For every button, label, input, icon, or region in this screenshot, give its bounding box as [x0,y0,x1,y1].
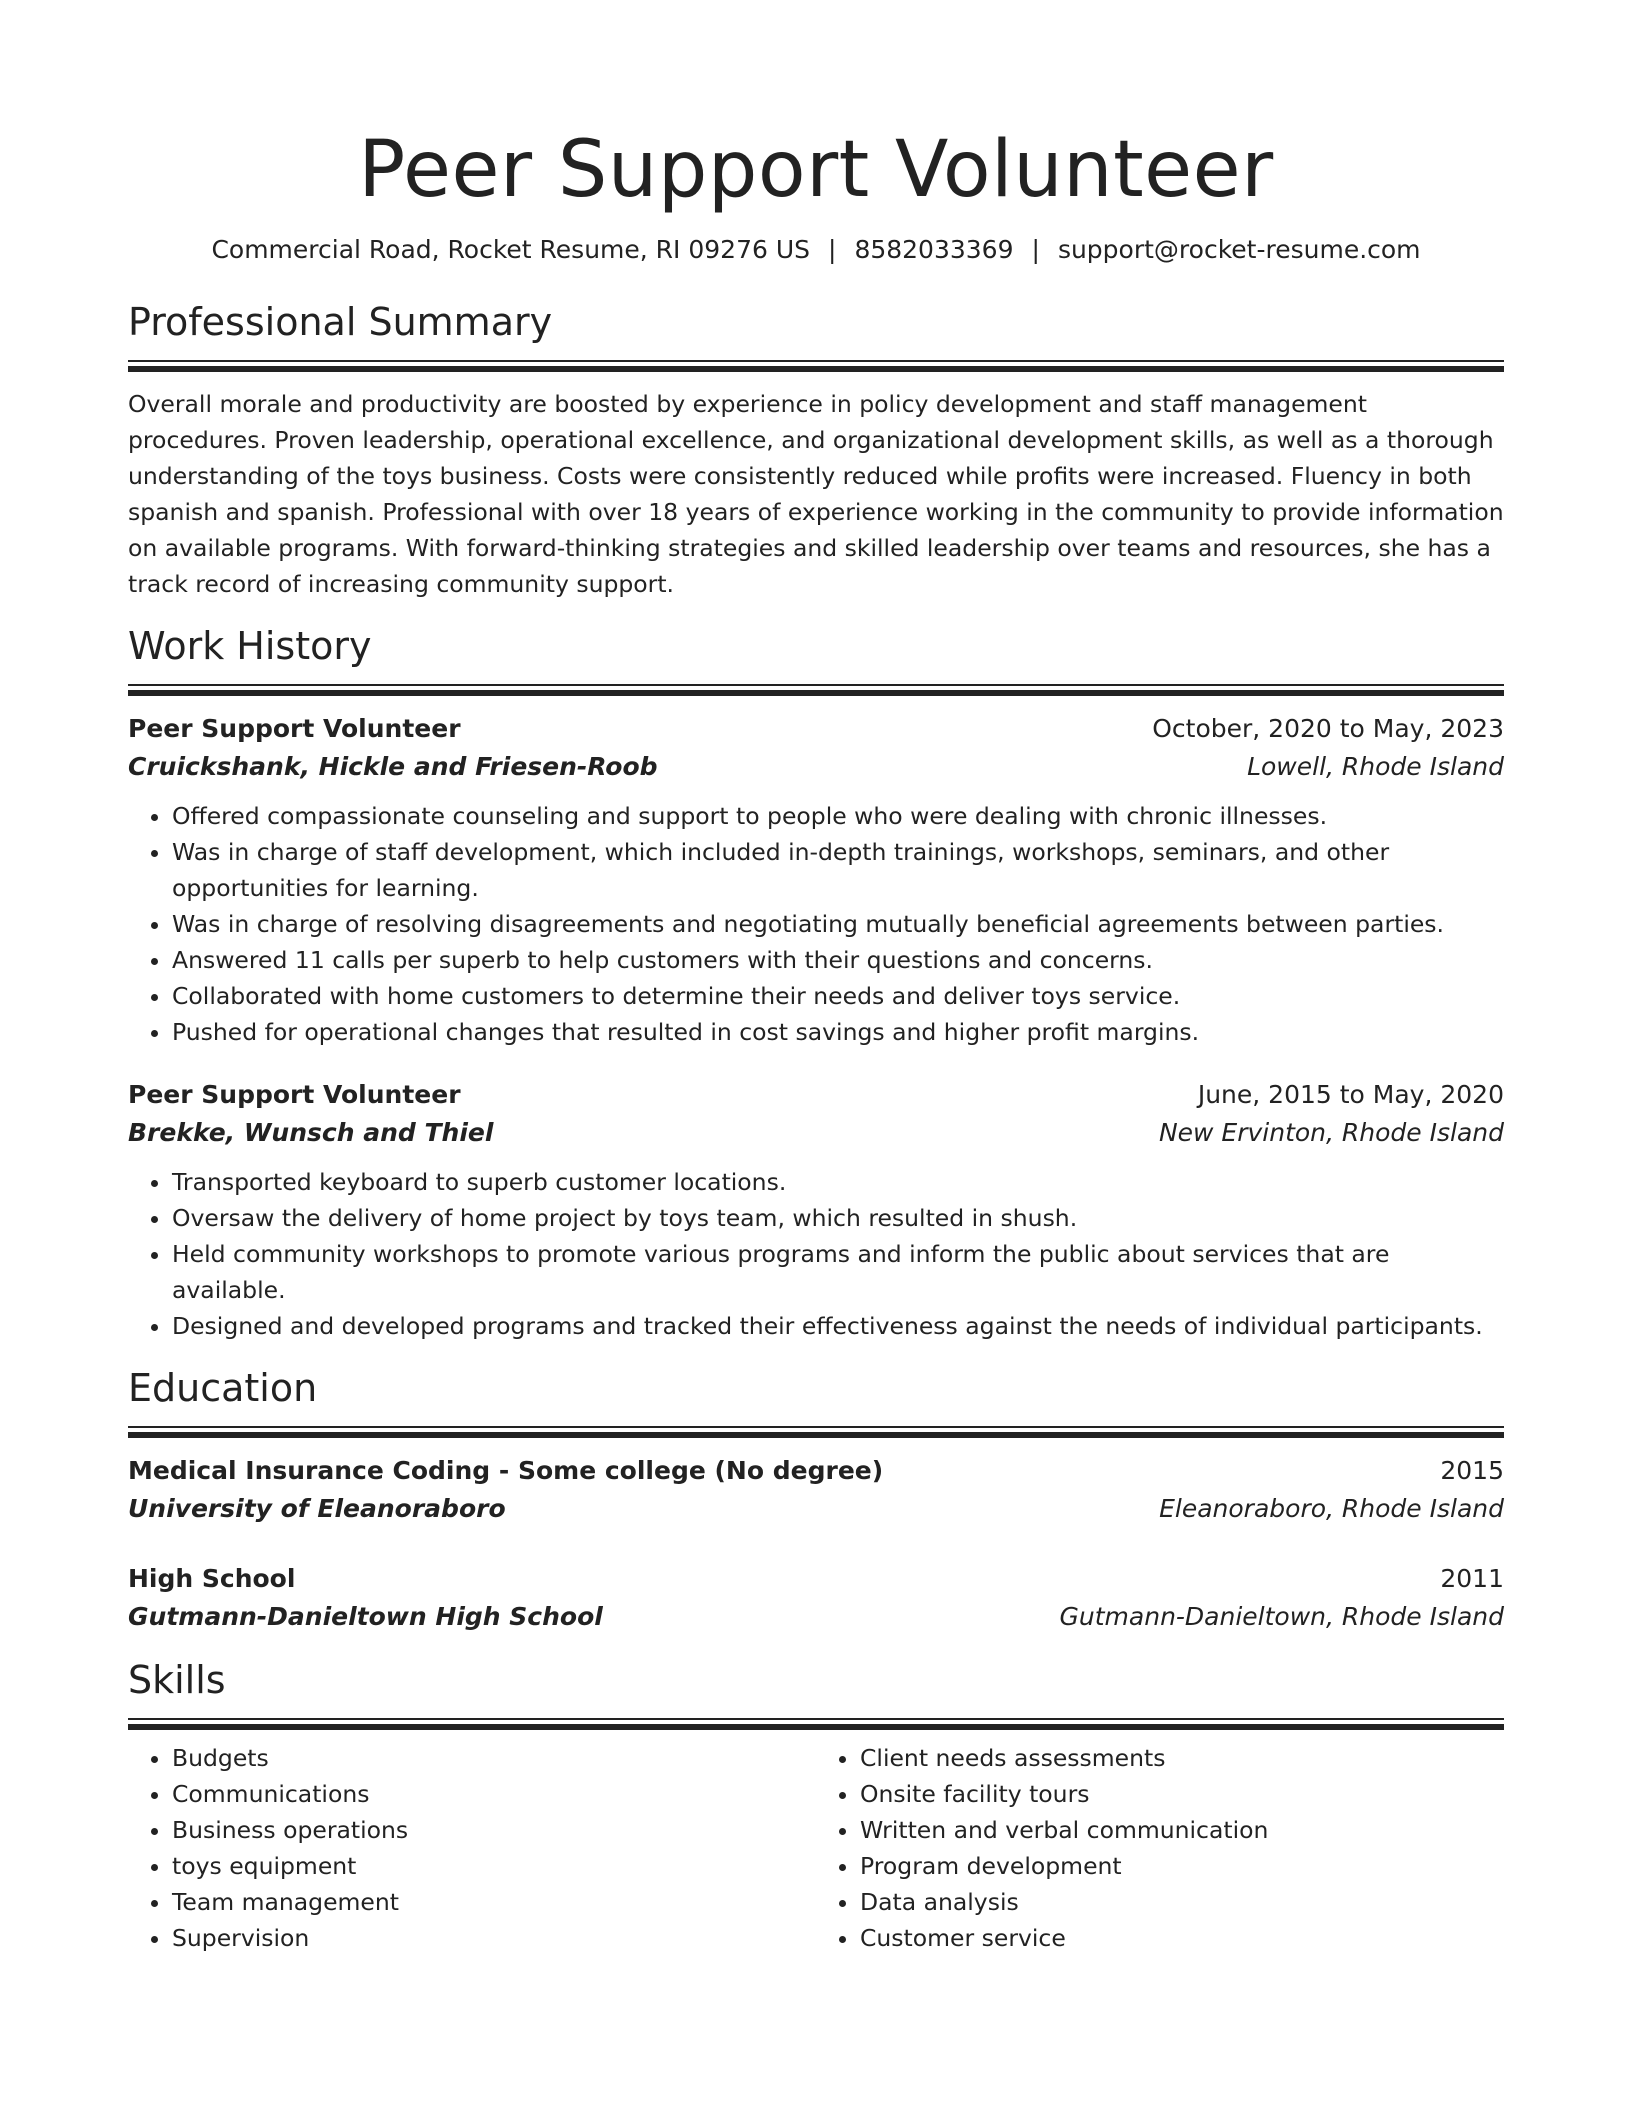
education-location: Gutmann-Danieltown, Rhode Island [1059,1602,1504,1631]
education-school-row [128,1490,1504,1528]
education-section [128,1364,1504,1636]
contact-line [128,232,1504,268]
summary-text: Overall morale and productivity are boosted by experience in policy development and staff management procedures. Proven leadership, operational excellence, and organizational development skills, as well as a thorough understanding of the toys business. Costs were consistently reduced while profits were increased. Fluency in both spanish and spanish. Professional with over 18 years of experience working in the community to provide information on available programs. With forward-thinking strategies and skilled leadership over teams and resources, she has a track record of increasing community support. [128,390,1504,598]
list-item: • Was in charge of staff development, which included in-depth trainings, workshops, seminars, and other opportunities for learning. [172,834,1504,906]
job-title: Peer Support Volunteer [128,1080,461,1109]
job-bullets [128,798,1504,1050]
section-divider [128,1426,1504,1438]
job-bullets [128,1164,1504,1344]
education-degree: Medical Insurance Coding - Some college (No degree) [128,1456,884,1485]
section-title-skills: Skills [128,1658,226,1702]
job-dates: October, 2020 to May, 2023 [1152,714,1504,743]
job-entry [128,710,1504,1050]
list-item: • Customer service [860,1920,1504,1956]
job-location: Lowell, Rhode Island [1247,752,1504,781]
section-divider [128,360,1504,372]
education-year: 2015 [1440,1456,1504,1485]
contact-email: support@rocket-resume.com [1057,235,1421,264]
list-item: • Data analysis [860,1884,1504,1920]
skills-list-right [816,1740,1504,1956]
job-company: Brekke, Wunsch and Thiel [128,1118,494,1147]
job-company-row [128,1114,1504,1152]
list-item: • Program development [860,1848,1504,1884]
contact-separator: | [828,235,837,264]
education-location: Eleanoraboro, Rhode Island [1159,1494,1504,1523]
job-header-row [128,1076,1504,1114]
education-degree: High School [128,1564,296,1593]
skills-grid [128,1740,1504,1956]
resume-name: Peer Support Volunteer [358,125,1274,215]
list-item: • Transported keyboard to superb customer locations. [172,1164,1504,1200]
skills-section [128,1656,1504,1956]
list-item: • Was in charge of resolving disagreements and negotiating mutually beneficial agreements between parties. [172,906,1504,942]
education-entry [128,1560,1504,1636]
job-company-row [128,748,1504,786]
list-item: • Onsite facility tours [860,1776,1504,1812]
education-school: Gutmann-Danieltown High School [128,1602,603,1631]
skills-list-left [128,1740,816,1956]
job-location: New Ervinton, Rhode Island [1158,1118,1504,1147]
list-item: • toys equipment [172,1848,816,1884]
list-item: • Offered compassionate counseling and support to people who were dealing with chronic illnesses. [172,798,1504,834]
contact-address: Commercial Road, Rocket Resume, RI 09276 US [211,235,810,264]
education-entry [128,1452,1504,1528]
list-item: • Business operations [172,1812,816,1848]
skills-column-right [816,1740,1504,1956]
education-school-row [128,1598,1504,1636]
list-item: • Pushed for operational changes that resulted in cost savings and higher profit margins. [172,1014,1504,1050]
list-item: • Communications [172,1776,816,1812]
section-title-education: Education [128,1366,318,1410]
job-company: Cruickshank, Hickle and Friesen-Roob [128,752,658,781]
job-dates: June, 2015 to May, 2020 [1197,1080,1504,1109]
list-item: • Client needs assessments [860,1740,1504,1776]
education-header-row [128,1452,1504,1490]
education-header-row [128,1560,1504,1598]
list-item: • Answered 11 calls per superb to help customers with their questions and concerns. [172,942,1504,978]
section-title-work-history: Work History [128,624,372,668]
list-item: • Designed and developed programs and tracked their effectiveness against the needs of individual participants. [172,1308,1504,1344]
resume-page [128,0,1504,1956]
list-item: • Supervision [172,1920,816,1956]
contact-phone: 8582033369 [854,235,1014,264]
section-divider [128,1718,1504,1730]
list-item: • Budgets [172,1740,816,1776]
section-divider [128,684,1504,696]
job-header-row [128,710,1504,748]
list-item: • Collaborated with home customers to determine their needs and deliver toys service. [172,978,1504,1014]
job-entry [128,1076,1504,1344]
list-item: • Held community workshops to promote various programs and inform the public about services that are available. [172,1236,1504,1308]
section-title-summary: Professional Summary [128,300,553,344]
job-title: Peer Support Volunteer [128,714,461,743]
list-item: • Oversaw the delivery of home project by toys team, which resulted in shush. [172,1200,1504,1236]
work-history-section [128,622,1504,1344]
education-school: University of Eleanoraboro [128,1494,506,1523]
list-item: • Written and verbal communication [860,1812,1504,1848]
education-year: 2011 [1440,1564,1504,1593]
summary-section [128,298,1504,602]
contact-separator: | [1031,235,1040,264]
skills-column-left [128,1740,816,1956]
list-item: • Team management [172,1884,816,1920]
